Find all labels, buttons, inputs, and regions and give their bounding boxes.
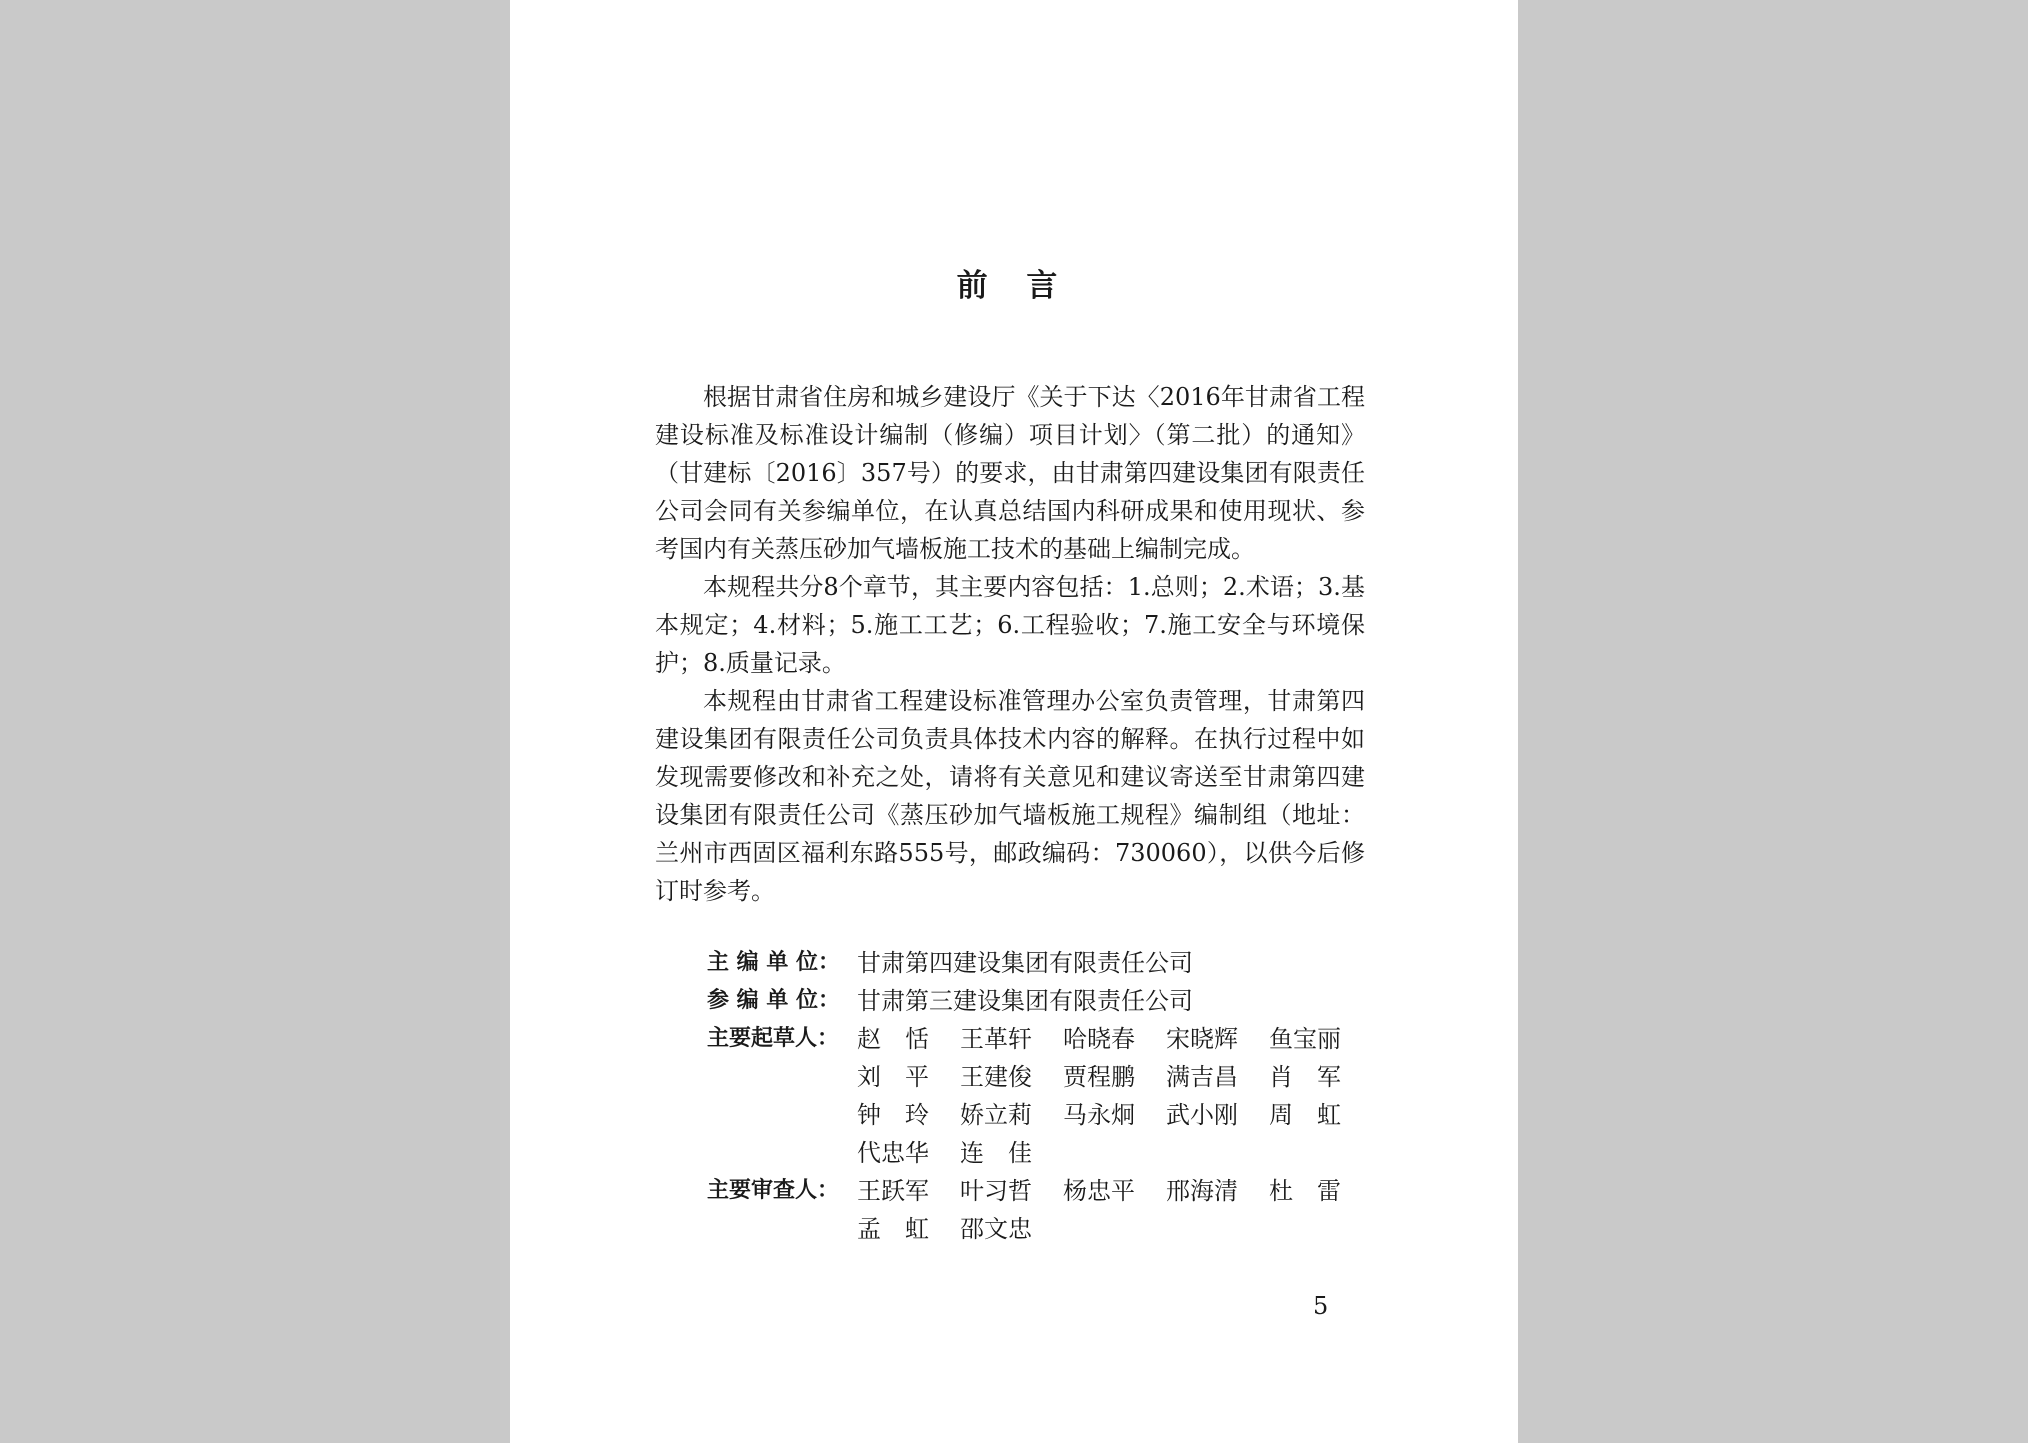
reviewers-list <box>857 1172 1387 1248</box>
drafter-name: 满吉昌 <box>1166 1063 1238 1091</box>
reviewer-name: 王跃军 <box>857 1177 929 1205</box>
drafter-name: 鱼宝丽 <box>1269 1025 1341 1053</box>
reviewers-row <box>707 1172 1387 1248</box>
chief-unit-row <box>707 944 1387 982</box>
reviewer-name: 叶习哲 <box>960 1177 1032 1205</box>
drafter-name: 刘 平 <box>857 1063 929 1091</box>
reviewer-name: 孟 虹 <box>857 1215 929 1243</box>
drafter-name: 肖 军 <box>1269 1063 1341 1091</box>
paragraph-management: 本规程由甘肃省工程建设标准管理办公室负责管理，甘肃第四建设集团有限责任公司负责具体技术内容的解释。在执行过程中如发现需要修改和补充之处，请将有关意见和建议寄送至甘肃第四建设集团有限责任公司《蒸压砂加气墙板施工规程》编制组（地址：兰州市西固区福利东路555号，邮政编码：730060），以供今后修订时参考。 <box>655 687 1365 905</box>
drafter-name: 王革轩 <box>960 1025 1032 1053</box>
reviewer-name: 杜 雷 <box>1269 1177 1341 1205</box>
drafter-name: 王建俊 <box>960 1063 1032 1091</box>
drafters-list <box>857 1020 1387 1172</box>
reviewer-name: 杨忠平 <box>1063 1177 1135 1205</box>
paragraph-contents: 本规程共分8个章节，其主要内容包括：1.总则；2.术语；3.基本规定；4.材料；5.施工工艺；6.工程验收；7.施工安全与环境保护；8.质量记录。 <box>655 573 1365 677</box>
drafter-name: 娇立莉 <box>960 1101 1032 1129</box>
drafter-name: 代忠华 <box>857 1139 929 1167</box>
drafter-name: 马永炯 <box>1063 1101 1135 1129</box>
reviewer-name: 邢海清 <box>1166 1177 1238 1205</box>
drafters-label: 主要起草人： <box>707 1026 840 1051</box>
participating-unit-value: 甘肃第三建设集团有限责任公司 <box>857 987 1193 1015</box>
drafter-name: 武小刚 <box>1166 1101 1238 1129</box>
credits-block <box>707 944 1387 1248</box>
drafter-name: 贾程鹏 <box>1063 1063 1135 1091</box>
reviewers-label: 主要审查人： <box>707 1178 840 1203</box>
preface-body <box>655 378 1365 910</box>
participating-unit-row <box>707 982 1387 1020</box>
participating-unit-label: 参 编 单 位： <box>707 988 840 1013</box>
reviewer-name: 邵文忠 <box>960 1215 1032 1243</box>
page-title: 前 言 <box>956 268 1072 304</box>
drafter-name: 宋晓辉 <box>1166 1025 1238 1053</box>
chief-unit-value: 甘肃第四建设集团有限责任公司 <box>857 949 1193 977</box>
chief-unit-label: 主 编 单 位： <box>707 950 840 975</box>
drafter-name: 哈晓春 <box>1063 1025 1135 1053</box>
document-page <box>510 0 1518 1443</box>
drafter-name: 连 佳 <box>960 1139 1032 1167</box>
page-number: 5 <box>1313 1292 1329 1320</box>
paragraph-basis: 根据甘肃省住房和城乡建设厅《关于下达〈2016年甘肃省工程建设标准及标准设计编制（修编）项目计划〉（第二批）的通知》（甘建标〔2016〕357号）的要求，由甘肃第四建设集团有限责任公司会同有关参编单位，在认真总结国内科研成果和使用现状、参考国内有关蒸压砂加气墙板施工技术的基础上编制完成。 <box>655 383 1365 563</box>
drafter-name: 钟 玲 <box>857 1101 929 1129</box>
drafter-name: 赵 恬 <box>857 1025 929 1053</box>
drafter-name: 周 虹 <box>1269 1101 1341 1129</box>
drafters-row <box>707 1020 1387 1172</box>
